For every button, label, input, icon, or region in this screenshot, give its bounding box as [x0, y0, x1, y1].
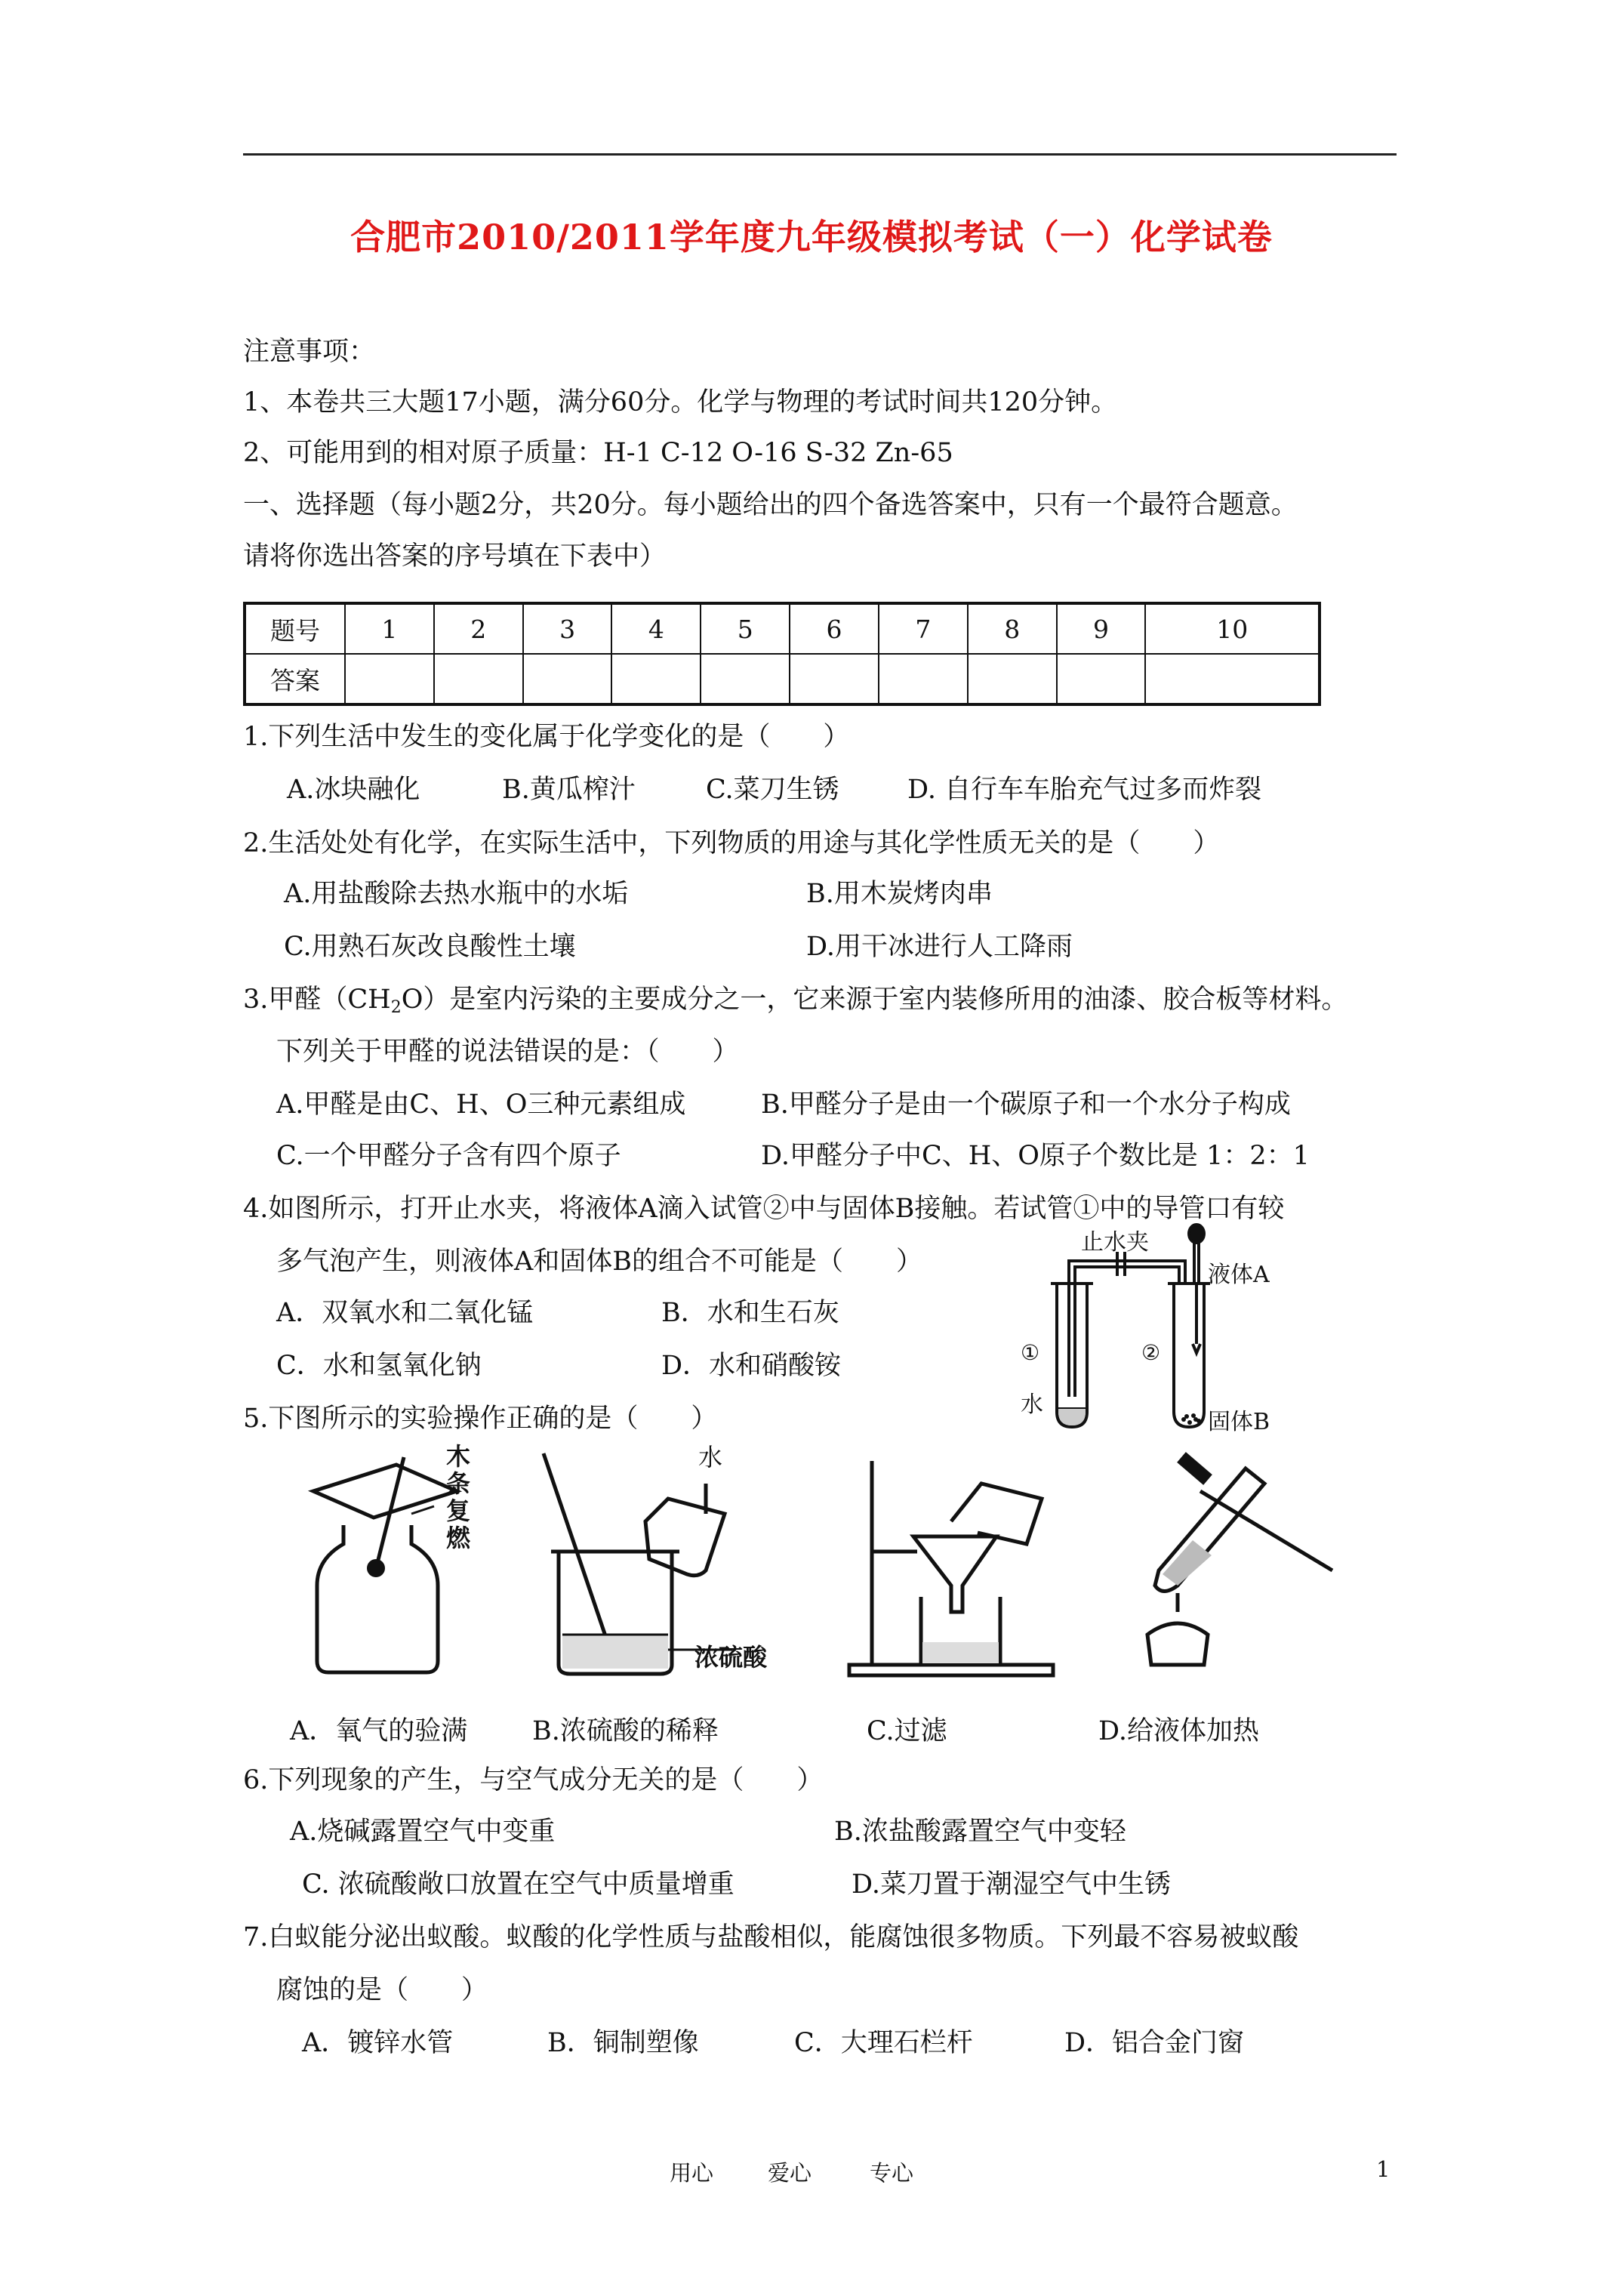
q3-option-a: A.甲醛是由C、H、O三种元素组成: [276, 1089, 686, 1120]
q5-option-a: A．氧气的验满: [290, 1716, 468, 1746]
q5-option-b: B.浓硫酸的稀释: [532, 1716, 719, 1746]
q7-option-c: C．大理石栏杆: [794, 2028, 973, 2058]
liquid-a-label: 液体A: [1208, 1262, 1270, 1288]
q6-option-b: B.浓盐酸露置空气中变轻: [834, 1817, 1126, 1847]
q4-option-b: B．水和生石灰: [661, 1298, 839, 1328]
tube-1-label: ①: [1021, 1340, 1040, 1365]
question-7-stem: 7.白蚁能分泌出蚁酸。蚁酸的化学性质与盐酸相似，能腐蚀很多物质。下列最不容易被蚁酸: [243, 1922, 1299, 1952]
table-cell: 4: [611, 603, 701, 654]
q3-subscript: 2: [390, 998, 402, 1017]
tube-2-label: ②: [1141, 1340, 1161, 1365]
answer-cell[interactable]: [701, 654, 790, 704]
q1-option-d: D. 自行车车胎充气过多而炸裂: [907, 775, 1262, 805]
answer-cell[interactable]: [968, 654, 1057, 704]
answer-table: [243, 602, 1321, 706]
table-cell: 9: [1057, 603, 1146, 654]
q5-option-c: C.过滤: [867, 1716, 947, 1746]
q1-option-c: C.菜刀生锈: [706, 775, 839, 805]
clamp-label: 止水夹: [1081, 1229, 1149, 1256]
q3-option-c: C.一个甲醛分子含有四个原子: [276, 1141, 621, 1171]
table-cell: 5: [701, 603, 790, 654]
answer-cell[interactable]: [790, 654, 879, 704]
page-number: 1: [1376, 2156, 1390, 2182]
water-label: 水: [1021, 1391, 1043, 1418]
q1-option-b: B.黄瓜榨汁: [502, 775, 636, 805]
answer-cell[interactable]: [1145, 654, 1320, 704]
page-title: 合肥市2010/2011学年度九年级模拟考试（一）化学试卷: [350, 217, 1273, 257]
heating-liquid-figure: [1117, 1438, 1344, 1680]
stick-relight-label: 木条复燃: [442, 1444, 471, 1552]
answer-cell[interactable]: [611, 654, 701, 704]
q6-option-c: C. 浓硫酸敞口放置在空气中质量增重: [302, 1869, 735, 1900]
footer-text-1: 用心: [670, 2160, 714, 2186]
q6-option-a: A.烧碱露置空气中变重: [290, 1817, 556, 1847]
q4-option-a: A．双氧水和二氧化锰: [276, 1298, 534, 1328]
table-cell: 10: [1145, 603, 1320, 654]
answer-cell[interactable]: [1057, 654, 1146, 704]
question-4-stem-2: 多气泡产生，则液体A和固体B的组合不可能是（ ）: [276, 1247, 922, 1277]
header-rule: [243, 153, 1397, 156]
answer-cell[interactable]: [345, 654, 434, 704]
table-cell: 6: [790, 603, 879, 654]
q5-option-d: D.给液体加热: [1098, 1716, 1259, 1746]
question-4-stem: 4.如图所示，打开止水夹，将液体A滴入试管②中与固体B接触。若试管①中的导管口有较: [243, 1194, 1285, 1224]
table-header-cell: 题号: [245, 603, 345, 654]
conc-acid-label: 浓硫酸: [694, 1643, 768, 1672]
filtration-figure: [838, 1438, 1057, 1680]
table-cell: 2: [434, 603, 523, 654]
answer-cell[interactable]: [879, 654, 968, 704]
answer-cell[interactable]: [523, 654, 612, 704]
table-row: [245, 603, 1320, 654]
q6-option-d: D.菜刀置于潮湿空气中生锈: [852, 1869, 1171, 1900]
q3-stem-part: O）是室内污染的主要成分之一，它来源于室内装修所用的油漆、胶合板等材料。: [401, 985, 1348, 1015]
table-cell: 3: [523, 603, 612, 654]
section-1-intro: 一、选择题（每小题2分，共20分。每小题给出的四个备选答案中，只有一个最符合题意。: [243, 490, 1298, 520]
question-7-stem-2: 腐蚀的是（ ）: [276, 1975, 488, 2005]
section-1-intro-2: 请将你选出答案的序号填在下表中）: [243, 541, 667, 572]
question-6-stem: 6.下列现象的产生，与空气成分无关的是（ ）: [243, 1765, 824, 1795]
question-1-stem: 1.下列生活中发生的变化属于化学变化的是（ ）: [243, 722, 850, 752]
q2-option-c: C.用熟石灰改良酸性土壤: [284, 932, 576, 962]
water-label: 水: [698, 1443, 723, 1472]
q7-option-a: A．镀锌水管: [302, 2028, 454, 2058]
question-2-stem: 2.生活处处有化学，在实际生活中，下列物质的用途与其化学性质无关的是（ ）: [243, 828, 1220, 858]
table-header-cell: 答案: [245, 654, 345, 704]
q2-option-a: A.用盐酸除去热水瓶中的水垢: [284, 879, 629, 909]
q7-option-d: D．铝合金门窗: [1064, 2028, 1245, 2058]
table-cell: 7: [879, 603, 968, 654]
question-3-stem: [243, 984, 1347, 1018]
q3-option-d: D.甲醛分子中C、H、O原子个数比是 1：2：1: [761, 1141, 1310, 1171]
table-cell: 1: [345, 603, 434, 654]
q2-option-d: D.用干冰进行人工降雨: [806, 932, 1073, 962]
question-3-stem-2: 下列关于甲醛的说法错误的是：（ ）: [276, 1037, 739, 1067]
q4-option-d: D．水和硝酸铵: [661, 1351, 842, 1381]
answer-cell[interactable]: [434, 654, 523, 704]
q7-option-b: B．铜制塑像: [547, 2028, 699, 2058]
notes-heading: 注意事项：: [243, 337, 376, 367]
footer-text-2: 爱心: [768, 2160, 812, 2186]
table-row: [245, 654, 1320, 704]
note-1: 1、本卷共三大题17小题，满分60分。化学与物理的考试时间共120分钟。: [243, 387, 1118, 418]
q2-option-b: B.用木炭烤肉串: [806, 879, 993, 909]
q3-option-b: B.甲醛分子是由一个碳原子和一个水分子构成: [761, 1089, 1291, 1120]
question-5-stem: 5.下图所示的实验操作正确的是（ ）: [243, 1404, 718, 1434]
solid-b-label: 固体B: [1208, 1409, 1270, 1435]
q3-stem-part: 3.甲醛（CH: [243, 985, 391, 1015]
footer-text-3: 专心: [870, 2160, 914, 2186]
q4-option-c: C．水和氢氧化钠: [276, 1351, 482, 1381]
note-2: 2、可能用到的相对原子质量：H-1 C-12 O-16 S-32 Zn-65: [243, 438, 953, 468]
table-cell: 8: [968, 603, 1057, 654]
q1-option-a: A.冰块融化: [287, 775, 420, 805]
